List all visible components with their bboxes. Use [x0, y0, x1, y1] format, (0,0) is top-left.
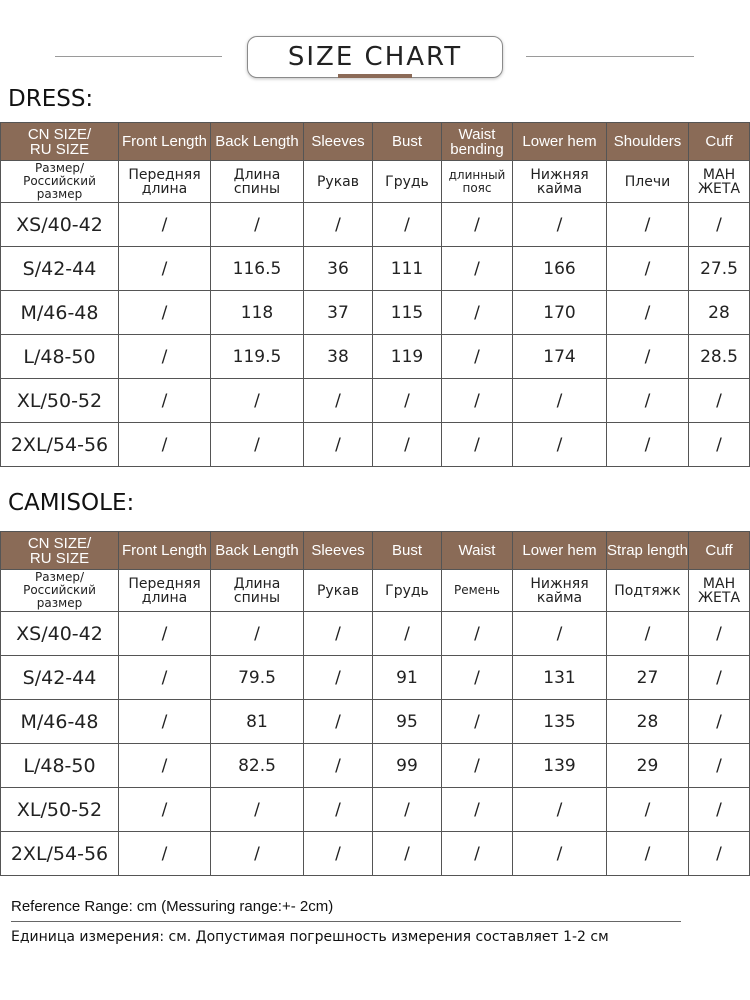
measurement-cell: / — [304, 832, 373, 876]
measurement-cell: / — [442, 656, 513, 700]
header-divider-left — [55, 56, 222, 57]
measurement-cell: / — [211, 612, 304, 656]
table-row — [1, 423, 750, 467]
measurement-cell: 115 — [373, 291, 442, 335]
measurement-cell: / — [119, 744, 211, 788]
dress-ru-header-cell: МАН ЖЕТА — [689, 161, 750, 203]
measurement-cell: / — [304, 700, 373, 744]
measurement-cell: 111 — [373, 247, 442, 291]
measurement-cell: / — [211, 379, 304, 423]
measurement-cell: / — [304, 656, 373, 700]
page-header — [0, 36, 750, 80]
measurement-cell: 27.5 — [689, 247, 750, 291]
camisole-header-cell: Cuff — [689, 532, 750, 570]
measurement-cell: / — [304, 379, 373, 423]
camisole-ru-header-cell: Ремень — [442, 570, 513, 612]
table-row — [1, 788, 750, 832]
dress-ru-header-cell: Рукав — [304, 161, 373, 203]
size-label-cell: 2XL/54-56 — [1, 423, 119, 467]
camisole-header-cell: Bust — [373, 532, 442, 570]
measurement-cell: / — [607, 335, 689, 379]
measurement-cell: 135 — [513, 700, 607, 744]
camisole-header-cell: Waist — [442, 532, 513, 570]
measurement-cell: 28.5 — [689, 335, 750, 379]
measurement-cell: 174 — [513, 335, 607, 379]
measurement-cell: / — [442, 247, 513, 291]
measurement-cell: 82.5 — [211, 744, 304, 788]
size-label-cell: XS/40-42 — [1, 203, 119, 247]
camisole-ru-header-cell: Передняя длина — [119, 570, 211, 612]
measurement-cell: / — [689, 700, 750, 744]
table-row — [1, 700, 750, 744]
measurement-cell: / — [373, 423, 442, 467]
measurement-cell: / — [211, 788, 304, 832]
size-label-cell: XL/50-52 — [1, 788, 119, 832]
measurement-cell: / — [442, 335, 513, 379]
measurement-cell: / — [689, 656, 750, 700]
size-label-cell: XS/40-42 — [1, 612, 119, 656]
camisole-ru-header-cell: Длина спины — [211, 570, 304, 612]
measurement-cell: / — [304, 203, 373, 247]
measurement-cell: / — [373, 379, 442, 423]
measurement-cell: / — [442, 423, 513, 467]
measurement-cell: 166 — [513, 247, 607, 291]
measurement-cell: / — [119, 335, 211, 379]
measurement-cell: / — [442, 291, 513, 335]
dress-section-title: DRESS: — [8, 86, 94, 112]
measurement-cell: / — [211, 832, 304, 876]
dress-ru-header-cell: Грудь — [373, 161, 442, 203]
title-accent-bar — [338, 74, 412, 78]
reference-range-ru: Единица измерения: см. Допустимая погрешность измерения составляет 1-2 см — [11, 929, 609, 945]
measurement-cell: / — [442, 700, 513, 744]
table-row — [1, 203, 750, 247]
measurement-cell: / — [119, 379, 211, 423]
measurement-cell: / — [211, 203, 304, 247]
dress-header-cell: Lower hem — [513, 123, 607, 161]
measurement-cell: 38 — [304, 335, 373, 379]
reference-range-en: Reference Range: cm (Messuring range:+- 2cm) — [11, 898, 334, 915]
measurement-cell: / — [119, 788, 211, 832]
size-label-cell: S/42-44 — [1, 656, 119, 700]
camisole-header-cell: Sleeves — [304, 532, 373, 570]
measurement-cell: 37 — [304, 291, 373, 335]
dress-ru-header-cell: Размер/ Российский размер — [1, 161, 119, 203]
measurement-cell: 139 — [513, 744, 607, 788]
camisole-ru-header-cell: Подтяжк — [607, 570, 689, 612]
measurement-cell: / — [513, 379, 607, 423]
measurement-cell: / — [513, 203, 607, 247]
size-label-cell: XL/50-52 — [1, 379, 119, 423]
dress-header-cell: Cuff — [689, 123, 750, 161]
measurement-cell: / — [689, 744, 750, 788]
measurement-cell: / — [607, 203, 689, 247]
measurement-cell: / — [442, 379, 513, 423]
measurement-cell: / — [119, 832, 211, 876]
camisole-size-table — [0, 531, 750, 876]
measurement-cell: 28 — [607, 700, 689, 744]
measurement-cell: / — [607, 291, 689, 335]
measurement-cell: / — [304, 612, 373, 656]
measurement-cell: / — [211, 423, 304, 467]
size-label-cell: M/46-48 — [1, 700, 119, 744]
dress-size-table — [0, 122, 750, 467]
size-label-cell: M/46-48 — [1, 291, 119, 335]
measurement-cell: / — [513, 423, 607, 467]
measurement-cell: / — [607, 247, 689, 291]
measurement-cell: 118 — [211, 291, 304, 335]
camisole-ru-header-cell: Рукав — [304, 570, 373, 612]
measurement-cell: 36 — [304, 247, 373, 291]
measurement-cell: 79.5 — [211, 656, 304, 700]
camisole-ru-header-cell: МАН ЖЕТА — [689, 570, 750, 612]
measurement-cell: / — [607, 379, 689, 423]
measurement-cell: / — [304, 744, 373, 788]
table-row — [1, 247, 750, 291]
dress-header-cell: Front Length — [119, 123, 211, 161]
dress-ru-header-cell: Плечи — [607, 161, 689, 203]
measurement-cell: / — [304, 788, 373, 832]
table-row — [1, 335, 750, 379]
size-label-cell: 2XL/54-56 — [1, 832, 119, 876]
size-label-cell: L/48-50 — [1, 335, 119, 379]
measurement-cell: / — [607, 423, 689, 467]
dress-header-cell: Back Length — [211, 123, 304, 161]
measurement-cell: / — [119, 423, 211, 467]
measurement-cell: / — [513, 612, 607, 656]
measurement-cell: / — [119, 203, 211, 247]
measurement-cell: / — [689, 379, 750, 423]
measurement-cell: 119.5 — [211, 335, 304, 379]
measurement-cell: 27 — [607, 656, 689, 700]
measurement-cell: 29 — [607, 744, 689, 788]
measurement-cell: 91 — [373, 656, 442, 700]
dress-header-cell: CN SIZE/ RU SIZE — [1, 123, 119, 161]
size-label-cell: L/48-50 — [1, 744, 119, 788]
measurement-cell: / — [442, 744, 513, 788]
camisole-ru-header-cell: Размер/ Российский размер — [1, 570, 119, 612]
measurement-cell: 28 — [689, 291, 750, 335]
camisole-header-cell: Strap length — [607, 532, 689, 570]
camisole-header-cell: Back Length — [211, 532, 304, 570]
dress-ru-header-cell: длинный пояс — [442, 161, 513, 203]
measurement-cell: 170 — [513, 291, 607, 335]
measurement-cell: / — [689, 203, 750, 247]
measurement-cell: / — [689, 832, 750, 876]
measurement-cell: / — [119, 700, 211, 744]
measurement-cell: 99 — [373, 744, 442, 788]
measurement-cell: / — [442, 832, 513, 876]
measurement-cell: / — [689, 423, 750, 467]
camisole-ru-header-cell: Нижняя кайма — [513, 570, 607, 612]
table-row — [1, 291, 750, 335]
camisole-ru-header-cell: Грудь — [373, 570, 442, 612]
measurement-cell: / — [373, 203, 442, 247]
dress-header-cell: Sleeves — [304, 123, 373, 161]
measurement-cell: / — [442, 203, 513, 247]
dress-header-cell: Bust — [373, 123, 442, 161]
measurement-cell: / — [513, 788, 607, 832]
camisole-header-cell: Front Length — [119, 532, 211, 570]
measurement-cell: 81 — [211, 700, 304, 744]
measurement-cell: 95 — [373, 700, 442, 744]
measurement-cell: / — [119, 656, 211, 700]
dress-ru-header-cell: Длина спины — [211, 161, 304, 203]
camisole-section-title: CAMISOLE: — [8, 490, 135, 516]
measurement-cell: / — [513, 832, 607, 876]
measurement-cell: / — [304, 423, 373, 467]
dress-ru-header-cell: Нижняя кайма — [513, 161, 607, 203]
measurement-cell: / — [119, 247, 211, 291]
camisole-header-cell: CN SIZE/ RU SIZE — [1, 532, 119, 570]
measurement-cell: / — [607, 788, 689, 832]
reference-divider — [11, 921, 681, 922]
size-label-cell: S/42-44 — [1, 247, 119, 291]
measurement-cell: 119 — [373, 335, 442, 379]
measurement-cell: / — [607, 832, 689, 876]
table-row — [1, 656, 750, 700]
dress-header-cell: Shoulders — [607, 123, 689, 161]
measurement-cell: / — [373, 832, 442, 876]
table-row — [1, 379, 750, 423]
table-row — [1, 832, 750, 876]
table-row — [1, 612, 750, 656]
table-row — [1, 744, 750, 788]
measurement-cell: / — [607, 612, 689, 656]
header-divider-right — [526, 56, 694, 57]
dress-header-cell: Waist bending — [442, 123, 513, 161]
measurement-cell: / — [119, 291, 211, 335]
page-title: SIZE CHART — [247, 36, 503, 78]
dress-ru-header-cell: Передняя длина — [119, 161, 211, 203]
measurement-cell: / — [373, 788, 442, 832]
measurement-cell: 116.5 — [211, 247, 304, 291]
camisole-header-cell: Lower hem — [513, 532, 607, 570]
measurement-cell: / — [689, 788, 750, 832]
measurement-cell: / — [373, 612, 442, 656]
measurement-cell: / — [442, 612, 513, 656]
measurement-cell: / — [689, 612, 750, 656]
measurement-cell: / — [442, 788, 513, 832]
measurement-cell: / — [119, 612, 211, 656]
measurement-cell: 131 — [513, 656, 607, 700]
